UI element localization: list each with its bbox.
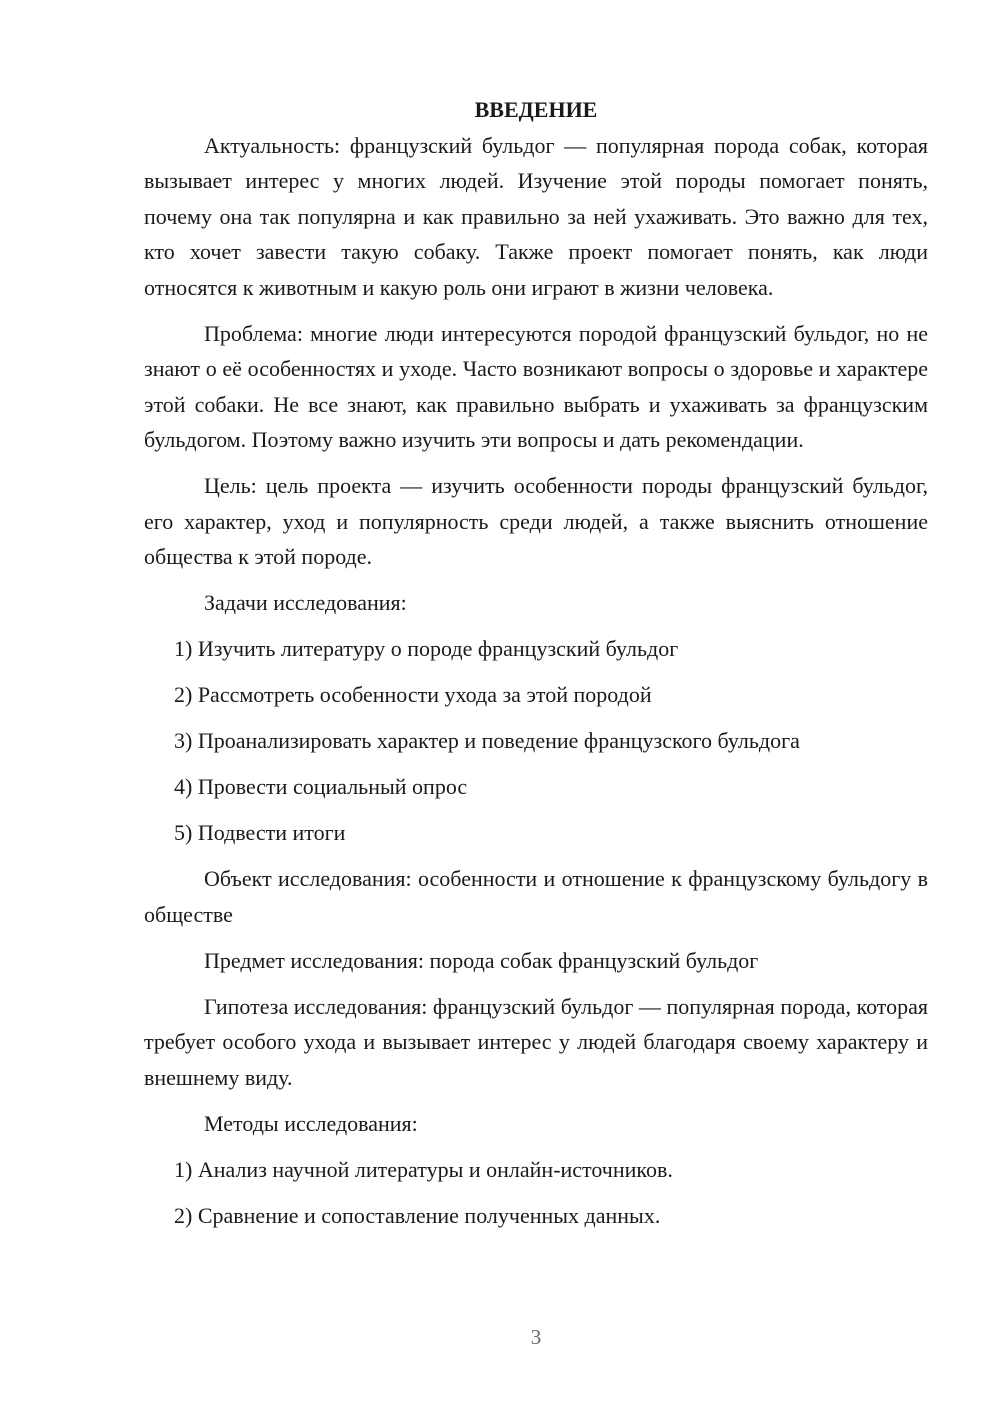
task-item: 5) Подвести итоги xyxy=(174,820,346,845)
task-item: 2) Рассмотреть особенности ухода за этой породой xyxy=(174,682,652,707)
subject-paragraph: Предмет исследования: порода собак французский бульдог xyxy=(204,947,759,973)
relevance-paragraph: Актуальность: французский бульдог — популярная порода собак, которая вызывает интерес у многих людей. Изучение этой породы помогает понять, почему она так популярна и как правильно за ней ухаживать. Это важно для тех, кто хочет завести такую собаку. Также проект помогает понять, как люди относятся к животным и какую роль они играют в жизни человека. xyxy=(144,132,928,300)
method-item: 1) Анализ научной литературы и онлайн-источников. xyxy=(174,1156,673,1182)
hypothesis-paragraph: Гипотеза исследования: французский бульдог — популярная порода, которая требует особого ухода и вызывает интерес у людей благодаря своему характеру и внешнему виду. xyxy=(144,993,928,1090)
section-heading: ВВЕДЕНИЕ xyxy=(474,97,598,122)
page-number: 3 xyxy=(530,1325,542,1349)
tasks-title: Задачи исследования: xyxy=(204,590,407,615)
goal-paragraph: Цель: цель проекта — изучить особенности породы французский бульдог, его характер, уход и популярность среди людей, а также выяснить отношение общества к этой породе. xyxy=(144,473,928,569)
methods-title: Методы исследования: xyxy=(204,1110,418,1136)
document-page xyxy=(144,92,928,1233)
task-item: 3) Проанализировать характер и поведение французского бульдога xyxy=(174,728,800,753)
task-item: 4) Провести социальный опрос xyxy=(174,774,468,799)
method-item: 2) Сравнение и сопоставление полученных данных. xyxy=(174,1202,661,1228)
problem-paragraph: Проблема: многие люди интересуются породой французский бульдог, но не знают о её особенностях и уходе. Часто возникают вопросы о здоровье и характере этой собаки. Не все знают, как правильно выбрать и ухаживать за французским бульдогом. Поэтому важно изучить эти вопросы и дать рекомендации. xyxy=(144,320,928,452)
task-item: 1) Изучить литературу о породе французский бульдог xyxy=(174,636,679,661)
object-paragraph: Объект исследования: особенности и отношение к французскому бульдогу в обществе xyxy=(144,866,928,927)
